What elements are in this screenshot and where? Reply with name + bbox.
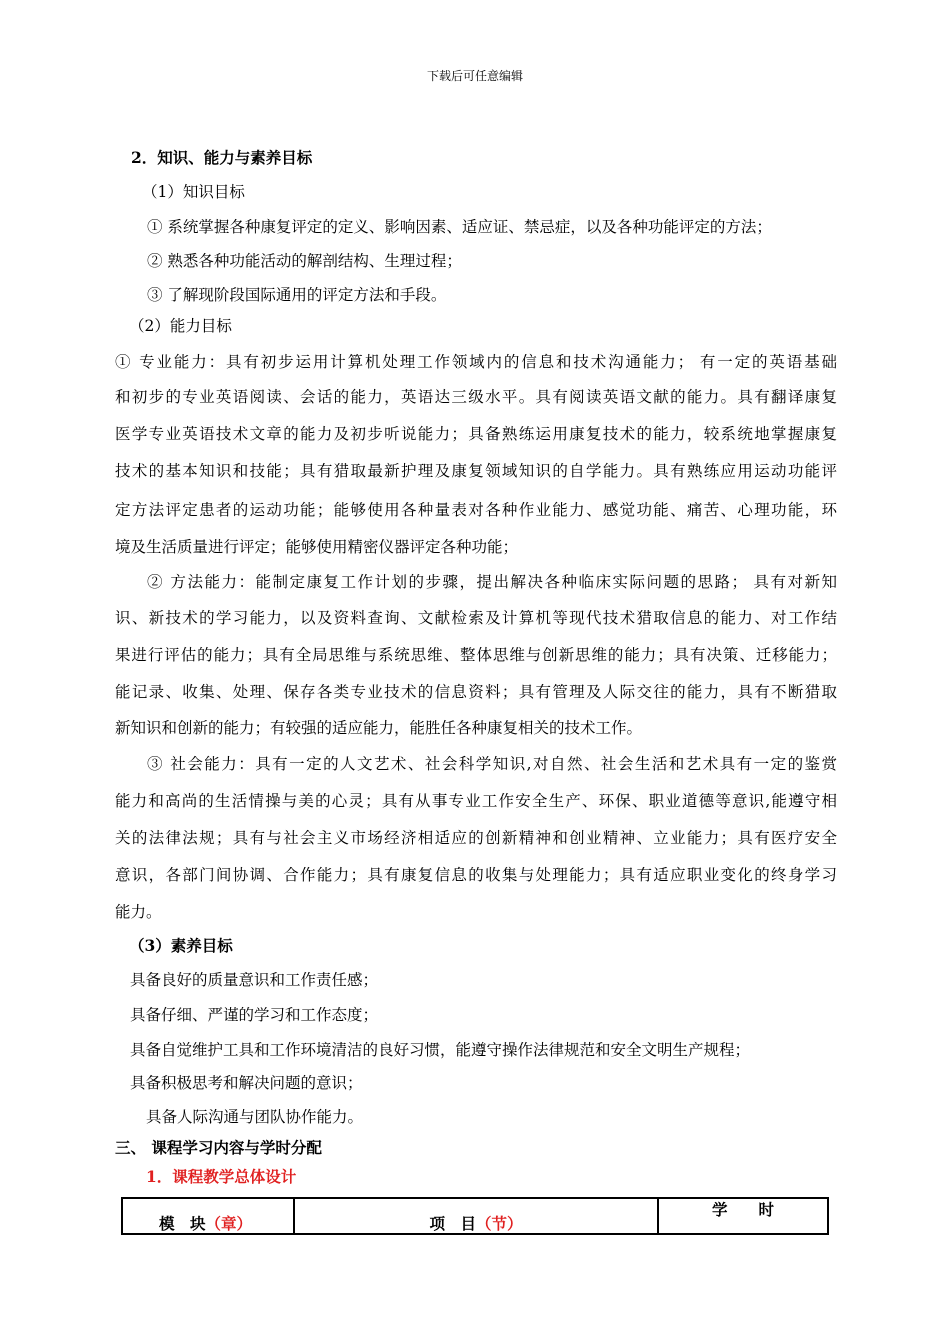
ability-paragraph-line: 定方法评定患者的运动功能；能够使用各种量表对各种作业能力、感觉功能、痛苦、心理功能，环 bbox=[115, 501, 837, 519]
ability-title: （2）能力目标 bbox=[129, 317, 232, 335]
ability-paragraph-line: 关的法律法规；具有与社会主义市场经济相适应的创新精神和创业精神、立业能力；具有医疗安全 bbox=[115, 829, 837, 847]
page-header: 下载后可任意编辑 bbox=[426, 69, 523, 83]
ability-paragraph-line: ② 方法能力：能制定康复工作计划的步骤，提出解决各种临床实际问题的思路； 具有对新知 bbox=[147, 573, 837, 591]
course-design-table bbox=[121, 1197, 829, 1235]
knowledge-item: ② 熟悉各种功能活动的解剖结构、生理过程； bbox=[147, 252, 462, 270]
ability-paragraph-line: 果进行评估的能力；具有全局思维与系统思维、整体思维与创新思维的能力；具有决策、迁移能力； bbox=[115, 646, 837, 664]
table-header-hours bbox=[658, 1198, 828, 1234]
ability-paragraph-line: 能力和高尚的生活情操与美的心灵；具有从事专业工作安全生产、环保、职业道德等意识,能遵守相 bbox=[115, 792, 837, 810]
item-label: 项 目 bbox=[429, 1214, 476, 1233]
ability-paragraph-line: 意识，各部门间协调、合作能力；具有康复信息的收集与处理能力；具有适应职业变化的终身学习 bbox=[115, 866, 837, 884]
ability-paragraph-line: ③ 社会能力：具有一定的人文艺术、社会科学知识,对自然、社会生活和艺术具有一定的鉴赏 bbox=[147, 755, 837, 773]
ability-paragraph-line: 能力。 bbox=[115, 903, 162, 921]
quality-item: 具备自觉维护工具和工作环境清洁的良好习惯，能遵守操作法律规范和安全文明生产规程； bbox=[130, 1041, 751, 1059]
module-chapter-label: （章） bbox=[205, 1214, 253, 1233]
ability-paragraph-line: 境及生活质量进行评定；能够使用精密仪器评定各种功能； bbox=[115, 538, 519, 556]
item-section-label: （节） bbox=[476, 1214, 523, 1233]
table-header-module bbox=[122, 1198, 294, 1234]
knowledge-item: ③ 了解现阶段国际通用的评定方法和手段。 bbox=[147, 286, 447, 304]
ability-paragraph-line: 和初步的专业英语阅读、会话的能力，英语达三级水平。具有阅读英语文献的能力。具有翻译康复 bbox=[115, 388, 837, 406]
quality-title: （3）素养目标 bbox=[129, 936, 233, 955]
table-header-row bbox=[122, 1198, 828, 1234]
ability-paragraph-line: 新知识和创新的能力；有较强的适应能力，能胜任各种康复相关的技术工作。 bbox=[115, 719, 643, 737]
quality-item: 具备积极思考和解决问题的意识； bbox=[130, 1074, 363, 1092]
ability-paragraph-line: 医学专业英语技术文章的能力及初步听说能力；具备熟练运用康复技术的能力，较系统地掌握康复 bbox=[115, 425, 837, 443]
section-2-title: 2．知识、能力与素养目标 bbox=[131, 148, 313, 167]
ability-paragraph-line: 识、新技术的学习能力，以及资料查询、文献检索及计算机等现代技术猎取信息的能力、对工作结 bbox=[115, 609, 837, 627]
table-header-item bbox=[294, 1198, 658, 1234]
knowledge-title: （1）知识目标 bbox=[142, 183, 245, 201]
module-label: 模 块 bbox=[159, 1214, 206, 1233]
subsection-title: 1．课程教学总体设计 bbox=[146, 1167, 297, 1186]
ability-paragraph-line: 能记录、收集、处理、保存各类专业技术的信息资料；具有管理及人际交往的能力，具有不断猎取 bbox=[115, 683, 837, 701]
quality-item: 具备人际沟通与团队协作能力。 bbox=[146, 1108, 364, 1126]
section-3-title: 三、 课程学习内容与学时分配 bbox=[115, 1138, 322, 1157]
knowledge-item: ① 系统掌握各种康复评定的定义、影响因素、适应证、禁忌症，以及各种功能评定的方法； bbox=[147, 218, 772, 236]
hours-label: 学 时 bbox=[711, 1200, 774, 1219]
quality-item: 具备良好的质量意识和工作责任感； bbox=[130, 971, 379, 989]
ability-paragraph-line: 技术的基本知识和技能；具有猎取最新护理及康复领域知识的自学能力。具有熟练应用运动功能评 bbox=[115, 462, 837, 480]
ability-paragraph-line: ① 专业能力：具有初步运用计算机处理工作领域内的信息和技术沟通能力； 有一定的英语基础 bbox=[115, 353, 837, 371]
quality-item: 具备仔细、严谨的学习和工作态度； bbox=[130, 1006, 379, 1024]
